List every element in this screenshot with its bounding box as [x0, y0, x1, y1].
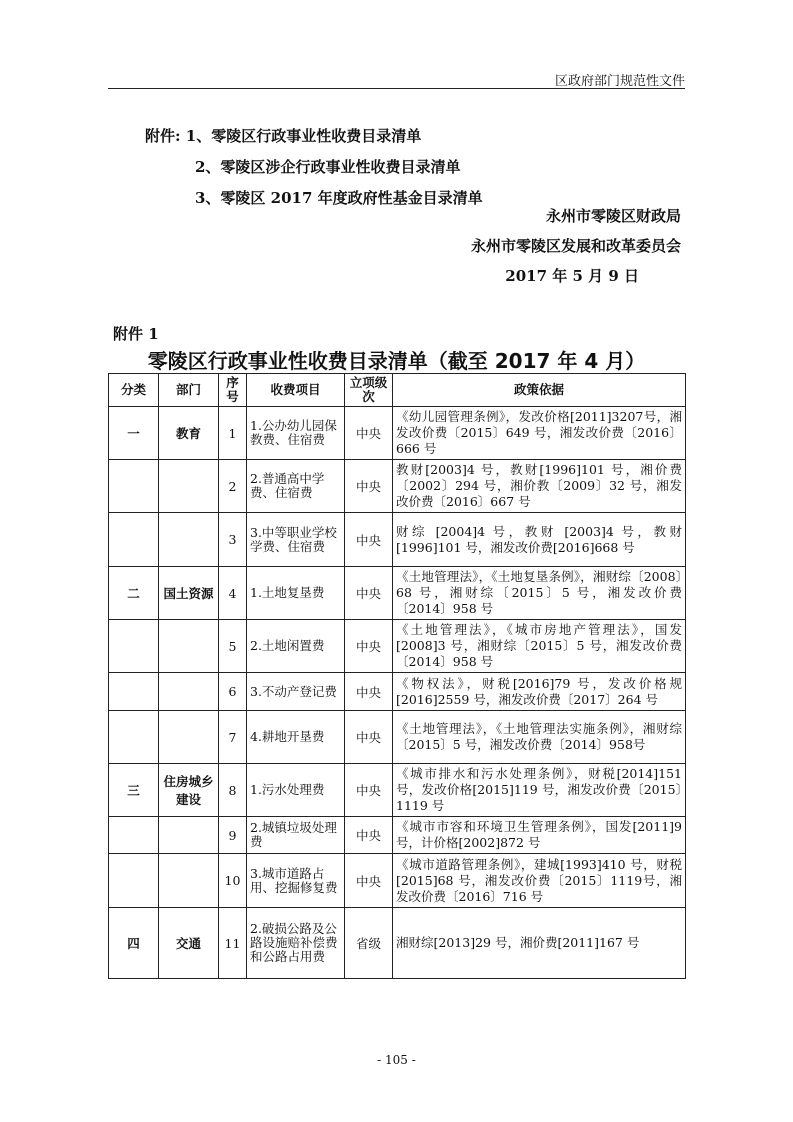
cell-policy: 《城市道路管理条例》，建城[1993]410 号，财税[2015]68 号，湘发改价费〔2015〕1119号，湘发改价费〔2016〕716 号	[393, 854, 686, 908]
attachment-prefix: 附件:	[145, 127, 181, 145]
cell-category: 一	[109, 407, 159, 460]
cell-department	[159, 854, 219, 908]
cell-level: 中央	[345, 567, 393, 620]
signature-block	[471, 205, 681, 295]
cell-department: 教育	[159, 407, 219, 460]
cell-fee-item: 3.城市道路占用、挖掘修复费	[247, 854, 345, 908]
cell-department	[159, 711, 219, 764]
cell-policy: 财综 [2004]4 号，教财 [2003]4 号，教财[1996]101 号，湘发改价费[2016]668 号	[393, 513, 686, 567]
cell-department	[159, 817, 219, 854]
cell-department: 住房城乡建设	[159, 764, 219, 817]
cell-category: 四	[109, 908, 159, 979]
cell-fee-item: 2.城镇垃圾处理费	[247, 817, 345, 854]
cell-number: 9	[219, 817, 247, 854]
cell-fee-item: 2.破损公路及公路设施赔补偿费和公路占用费	[247, 908, 345, 979]
table-row	[109, 817, 686, 854]
cell-department	[159, 673, 219, 711]
cell-number: 8	[219, 764, 247, 817]
cell-level: 省级	[345, 908, 393, 979]
cell-number: 11	[219, 908, 247, 979]
signature-org-2: 永州市零陵区发展和改革委员会	[470, 237, 681, 255]
cell-number: 4	[219, 567, 247, 620]
cell-policy: 《物权法》，财税[2016]79 号，发改价格规[2016]2559 号，湘发改价费〔2017〕264 号	[393, 673, 686, 711]
cell-department: 交通	[159, 908, 219, 979]
cell-category: 三	[109, 764, 159, 817]
cell-policy: 《土地管理法》，《土地复垦条例》，湘财综〔2008〕68 号，湘财综〔2015〕5 号，湘发改价费〔2014〕958 号	[393, 567, 686, 620]
cell-level: 中央	[345, 513, 393, 567]
cell-fee-item: 1.公办幼儿园保教费、住宿费	[247, 407, 345, 460]
cell-level: 中央	[345, 854, 393, 908]
table-row	[109, 711, 686, 764]
attachment-item-2: 2、零陵区涉企行政事业性收费目录清单	[195, 158, 461, 176]
header-department: 部门	[159, 374, 219, 407]
cell-category	[109, 711, 159, 764]
cell-category	[109, 817, 159, 854]
table-row	[109, 908, 686, 979]
cell-number: 7	[219, 711, 247, 764]
table-row	[109, 407, 686, 460]
page-number: - 105 -	[377, 1053, 416, 1067]
header-number: 序号	[219, 374, 247, 407]
cell-fee-item: 1.污水处理费	[247, 764, 345, 817]
cell-fee-item: 3.中等职业学校学费、住宿费	[247, 513, 345, 567]
attachment-item	[145, 125, 483, 156]
cell-policy: 《幼儿园管理条例》，发改价格[2011]3207号，湘发改价费〔2015〕649 号，湘发改价费〔2016〕666 号	[393, 407, 686, 460]
table-row	[109, 567, 686, 620]
table-row	[109, 513, 686, 567]
signature-org-1: 永州市零陵区财政局	[545, 207, 681, 225]
attachment-item-3: 3、零陵区 2017 年度政府性基金目录清单	[195, 189, 483, 207]
cell-department	[159, 513, 219, 567]
table-row	[109, 854, 686, 908]
cell-policy: 《土地管理法》，《城市房地产管理法》，国发[2008]3 号，湘财综〔2015〕5 号，湘发改价费〔2014〕958 号	[393, 620, 686, 673]
cell-policy: 教财[2003]4 号，教财[1996]101 号，湘价费〔2002〕294 号，湘价教〔2009〕32 号，湘发改价费〔2016〕667 号	[393, 460, 686, 513]
header-note: 区政府部门规范性文件	[554, 74, 685, 89]
header-level: 立项级次	[345, 374, 393, 407]
attachment-list	[145, 125, 483, 218]
cell-category	[109, 673, 159, 711]
cell-category: 二	[109, 567, 159, 620]
cell-level: 中央	[345, 711, 393, 764]
cell-category	[109, 620, 159, 673]
cell-fee-item: 1.土地复垦费	[247, 567, 345, 620]
cell-policy: 《城市市容和环境卫生管理条例》，国发[2011]9 号，计价格[2002]872 号	[393, 817, 686, 854]
cell-level: 中央	[345, 817, 393, 854]
header-fee-item: 收费项目	[247, 374, 345, 407]
cell-number: 5	[219, 620, 247, 673]
signature-date: 2017 年 5 月 9 日	[505, 267, 639, 285]
fee-catalog-table	[108, 373, 686, 979]
cell-category	[109, 513, 159, 567]
cell-policy: 《土地管理法》，《土地管理法实施条例》，湘财综〔2015〕5 号，湘发改价费〔2014〕958号	[393, 711, 686, 764]
cell-number: 6	[219, 673, 247, 711]
cell-number: 1	[219, 407, 247, 460]
cell-department	[159, 620, 219, 673]
cell-department: 国土资源	[159, 567, 219, 620]
table-row	[109, 460, 686, 513]
cell-category	[109, 460, 159, 513]
cell-fee-item: 2.土地闲置费	[247, 620, 345, 673]
cell-policy: 湘财综[2013]29 号，湘价费[2011]167 号	[393, 908, 686, 979]
cell-level: 中央	[345, 620, 393, 673]
annex-label: 附件 1	[113, 325, 159, 343]
cell-level: 中央	[345, 407, 393, 460]
cell-number: 3	[219, 513, 247, 567]
table-row	[109, 764, 686, 817]
cell-level: 中央	[345, 673, 393, 711]
cell-category	[109, 854, 159, 908]
cell-fee-item: 4.耕地开垦费	[247, 711, 345, 764]
cell-policy: 《城市排水和污水处理条例》，财税[2014]151 号，发改价格[2015]119 号，湘发改价费〔2015〕1119 号	[393, 764, 686, 817]
cell-level: 中央	[345, 764, 393, 817]
document-title: 零陵区行政事业性收费目录清单（截至 2017 年 4 月）	[147, 349, 646, 373]
attachment-item-1: 1、零陵区行政事业性收费目录清单	[185, 127, 422, 145]
cell-fee-item: 3.不动产登记费	[247, 673, 345, 711]
cell-level: 中央	[345, 460, 393, 513]
header-policy: 政策依据	[393, 374, 686, 407]
header-category: 分类	[109, 374, 159, 407]
cell-fee-item: 2.普通高中学费、住宿费	[247, 460, 345, 513]
header-rule	[108, 88, 685, 89]
cell-department	[159, 460, 219, 513]
cell-number: 2	[219, 460, 247, 513]
table-row	[109, 620, 686, 673]
table-header-row	[109, 374, 686, 407]
cell-number: 10	[219, 854, 247, 908]
table-row	[109, 673, 686, 711]
